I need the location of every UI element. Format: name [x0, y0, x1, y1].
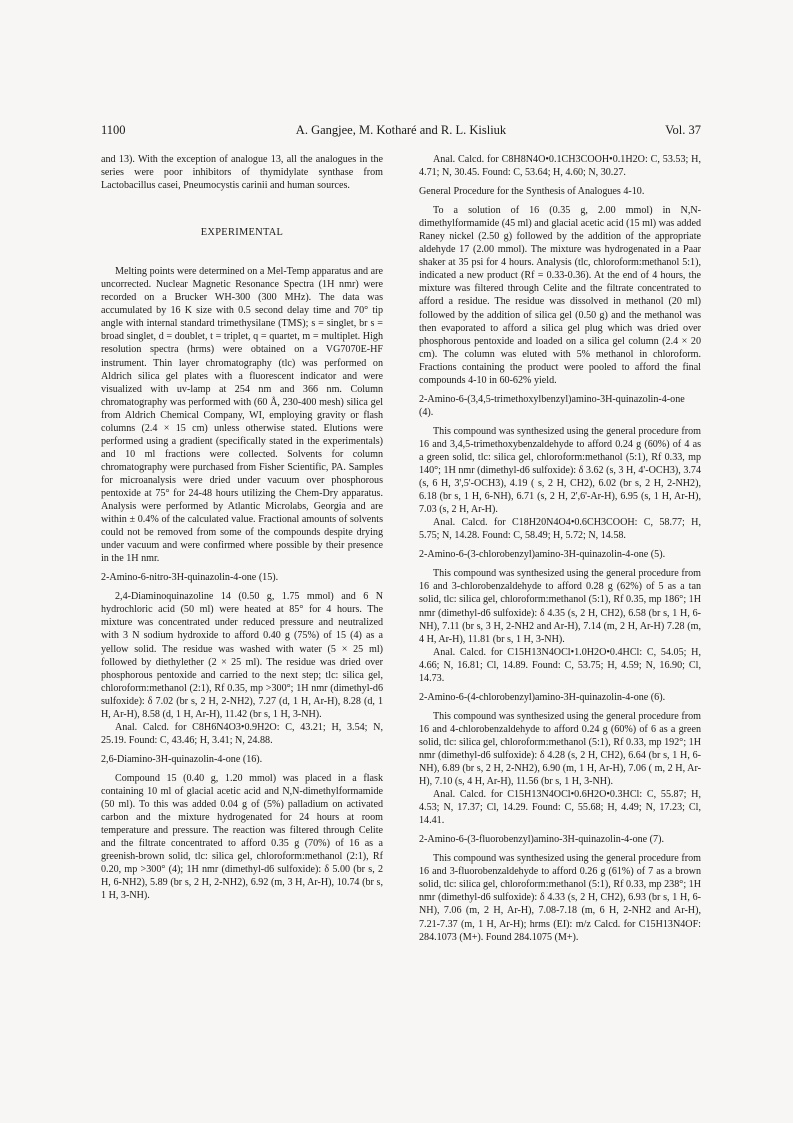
compound-16-heading: 2,6-Diamino-3H-quinazolin-4-one (16).: [101, 753, 263, 765]
running-authors: A. Gangjee, M. Kotharé and R. L. Kisliuk: [295, 123, 507, 137]
compound-6-analysis: Anal. Calcd. for C15H13N4OCl•0.6H2O•0.3HCl: C, 55.87; H, 4.53; N, 17.37; Cl, 14.29. Found: C, 55.68; H, 4.49; N, 17.23; Cl, 14.41.: [419, 789, 701, 827]
general-methods-paragraph: Melting points were determined on a Mel-Temp apparatus and are uncorrected. Nuclear Magnetic Resonance Spectra (1H nmr) were recorded on a Brucker WH-300 (300 MHz). The data was accumulated by 16 K size with 0.5 second delay time and 70° tip angle with internal standard trimethysilane (TMS); s = singlet, br s = broad singlet, d = doublet, t = triplet, q = quartet, m = multiplet. High resolution spectra (hrms) were obtained on a VG7070E-HF instrument. Thin layer chromatography (tlc) was performed on Aldrich silica gel plates with a fluorescent indicator and were visualized with uv-lamp at 254 nm and 366 nm. Column chromatography was performed with (60 Å, 230-400 mesh) silica gel from Aldrich Chemical Company, WI, employing gravity or flash columns (2.4 × 15 cm) unless otherwise stated. Elutions were performed using a gradient (specifically stated in the experimentals) and 10 ml fractions were collected. Solvents for column chromatography were purchased from Fisher Scientific, PA. Samples for microanalysis were dried under vacuum over phosphorous pentoxide at 75° for 24-48 hours utilizing the Chem-Dry apparatus. Analysis were performed by Atlantic Microlabs, Georgia and are within ± 0.4% of the calculated value. Fractional amounts of solvents could not be removed from some of the compounds despite drying under vacuum and were confirmed where possible by their presence in the 1H nmr.: [101, 266, 383, 565]
page-number: 1100: [101, 123, 126, 137]
compound-6-heading: 2-Amino-6-(4-chlorobenzyl)amino-3H-quinazolin-4-one (6).: [419, 691, 666, 703]
compound-16-procedure: Compound 15 (0.40 g, 1.20 mmol) was placed in a flask containing 10 ml of glacial acetic acid and N,N-dimethylformamide (50 ml). To this was added 0.04 g of (5%) palladium on activated carbon and the mixture hydrogenated for 24 hours at room temperature and pressure. The reaction was filtered through Celite and the filtrate concentrated to afford 0.35 g (70%) of 16 as a greenish-brown solid, tlc: silica gel, chloroform:methanol (2:1), Rf 0.20, mp >300° (4); 1H nmr (dimethyl-d6 sulfoxide): δ 5.00 (br s, 2 H, 6-NH2), 5.89 (br s, 2 H, 2-NH2), 6.92 (m, 3 H, Ar-H), 10.74 (br s, 1 H, 3-NH).: [101, 772, 383, 902]
compound-4-heading: 2-Amino-6-(3,4,5-trimethoxylbenzyl)amino-3H-quinazolin-4-one (4).: [419, 393, 685, 418]
right-column: [419, 153, 701, 944]
compound-15-heading: 2-Amino-6-nitro-3H-quinazolin-4-one (15).: [101, 572, 279, 584]
general-procedure-paragraph: To a solution of 16 (0.35 g, 2.00 mmol) in N,N-dimethylformamide (45 ml) and glacial acetic acid (15 ml) was added Raney nickel (2.50 g) followed by the addition of the appropriate aldehyde 17 (2.00 mmol). The mixture was hydrogenated in a Paar shaker at 35 psi for 4 hours. Analysis (tlc, chloroform:methanol 5:1), indicated a new product (Rf = 0.33-0.36). At the end of 4 hours, the mixture was filtered through Celite and the filtrate concentrated to afford a residue. The residue was dissolved in methanol (20 ml) followed by the addition of silica gel (0.50 g) and the methanol was then evaporated to afford a silica gel plug which was dried over phosphorous pentoxide and loaded on a silica gel column (2.4 × 20 cm). The column was eluted with 5% methanol in chloroform. Fractions containing the product were pooled to afford the final compounds 4-10 in 60-62% yield.: [419, 205, 701, 386]
compound-5-analysis: Anal. Calcd. for C15H13N4OCl•1.0H2O•0.4HCl: C, 54.05; H, 4.66; N, 16.81; Cl, 14.89. Found: C, 53.75; H, 4.59; N, 16.90; Cl, 14.73.: [419, 646, 701, 684]
left-column: [101, 153, 383, 902]
compound-6-procedure: This compound was synthesized using the general procedure from 16 and 4-chlorobenzaldehyde to afford 0.24 g (60%) of 6 as a green solid, tlc: silica gel, chloroform:methanol (5:1), Rf 0.33, mp 192°; 1H nmr (dimethyl-d6 sulfoxide): δ 4.28 (s, 2 H, CH2), 6.64 (br s, 1 H, 6-NH), 6.89 (br s, 2 H, 2-NH2), 6.90 (m, 1 H, Ar-H), 7.06 ( m, 2 H, Ar-H), 7.10 (s, 4 H, Ar-H), 11.56 (br s, 1 H, 3-NH).: [419, 710, 701, 788]
compound-4-procedure: This compound was synthesized using the general procedure from 16 and 3,4,5-trimethoxybenzaldehyde to afford 0.24 g (60%) of 4 as a green solid, tlc: silica gel, chloroform:methanol (5:1), Rf 0.33, mp 140°; 1H nmr (dimethyl-d6 sulfoxide): δ 3.62 (s, 3 H, 4'-OCH3), 3.74 (s, 6 H, 3',5'-OCH3), 4.19 ( s, 2 H, CH2), 6.02 (br s, 2 H, 2-NH2), 6.18 (br s, 1 H, 6-NH), 6.71 (s, 2 H, 2',6'-Ar-H), 6.95 (s, 1 H, Ar-H), 7.03 (s, 2 H, Ar-H).: [419, 425, 701, 516]
compound-4-analysis: Anal. Calcd. for C18H20N4O4•0.6CH3COOH: C, 58.77; H, 5.75; N, 14.28. Found: C, 58.49; H, 5.72; N, 14.58.: [419, 517, 701, 542]
compound-16-analysis: Anal. Calcd. for C8H8N4O•0.1CH3COOH•0.1H2O: C, 53.53; H, 4.71; N, 30.45. Found: C, 53.64; H, 4.60; N, 30.27.: [419, 154, 701, 179]
compound-5-procedure: This compound was synthesized using the general procedure from 16 and 3-chlorobenzaldehyde to afford 0.28 g (62%) of 5 as a tan solid, tlc: silica gel, chloroform:methanol (5:1), Rf 0.35, mp 186°; 1H nmr (dimethyl-d6 sulfoxide): δ 4.35 (s, 2 H, CH2), 6.58 (br s, 1 H, 6-NH), 7.11 (br s, 3 H, 2-NH2 and Ar-H), 7.14 (m, 2 H, Ar-H) 7.28 (m, 4 H, Ar-H), 11.81 (br s, 1 H, 3-NH).: [419, 568, 701, 645]
section-title-experimental: EXPERIMENTAL: [200, 227, 284, 239]
intro-paragraph: and 13). With the exception of analogue 13, all the analogues in the series were poor inhibitors of thymidylate synthase from Lactobacillus casei, Pneumocystis carinii and human sources.: [101, 154, 383, 192]
general-procedure-heading: General Procedure for the Synthesis of Analogues 4-10.: [419, 186, 645, 198]
compound-5-heading: 2-Amino-6-(3-chlorobenzyl)amino-3H-quinazolin-4-one (5).: [419, 549, 666, 561]
compound-7-procedure: This compound was synthesized using the general procedure from 16 and 3-fluorobenzaldehyde to afford 0.26 g (61%) of 7 as a brown solid, tlc: silica gel, chloroform:methanol (5:1), Rf 0.33, mp 238°; 1H nmr (dimethyl-d6 sulfoxide): δ 4.33 (s, 2 H, CH2), 6.93 (br s, 1 H, 6-NH), 7.06 (m, 2 H, Ar-H), 7.08-7.18 (m, 6 H, 2-NH2 and Ar-H), 7.21-7.37 (m, 1 H, Ar-H); hrms (EI): m/z Calcd. for C15H13N4OF: 284.1073 (M+). Found 284.1075 (M+).: [419, 853, 701, 943]
running-header: [101, 123, 701, 141]
compound-15-procedure: 2,4-Diaminoquinazoline 14 (0.50 g, 1.75 mmol) and 6 N hydrochloric acid (50 ml) were heated at 85° for 4 hours. The mixture was concentrated under reduced pressure and neutralized with 3 N sodium hydroxide to afford 0.40 g (75%) of 15 (4) as a yellow solid. The residue was washed with water (5 × 25 ml) followed by diethylether (2 × 25 ml). The residue was dried over phosphorous pentoxide and carried to the next step; tlc: silica gel, chloroform:methanol (2:1), Rf 0.35, mp >300°; 1H nmr (dimethyl-d6 sulfoxide): δ 7.02 (br s, 2 H, 2-NH2), 7.27 (d, 1 H, Ar-H), 8.28 (d, 1 H, Ar-H), 8.58 (d, 1 H, Ar-H), 11.42 (br s, 1 H, 3-NH).: [101, 591, 383, 720]
compound-15-analysis: Anal. Calcd. for C8H6N4O3•0.9H2O: C, 43.21; H, 3.54; N, 25.19. Found: C, 43.46; H, 3.41; N, 24.88.: [101, 721, 383, 746]
volume-number: Vol. 37: [665, 123, 701, 137]
compound-7-heading: 2-Amino-6-(3-fluorobenzyl)amino-3H-quinazolin-4-one (7).: [419, 834, 664, 846]
